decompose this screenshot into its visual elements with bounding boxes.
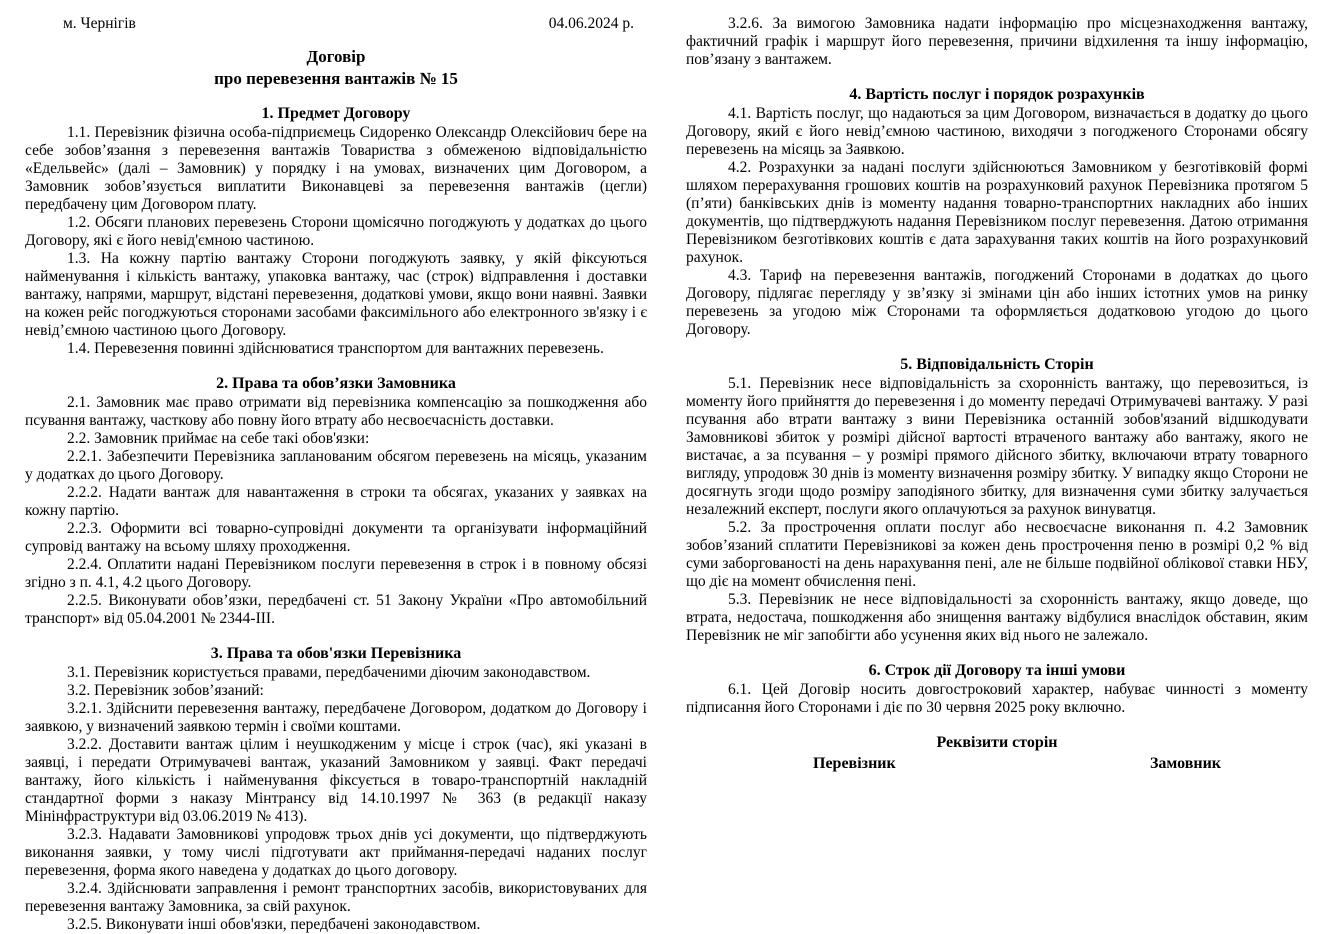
section-3-heading: 3. Права та обов'язки Перевізника [210,645,462,662]
doc-title [25,46,647,90]
paragraph-3-2: 3.2. Перевізник зобов’язаний: [67,682,264,699]
section-4-heading: 4. Вартість послуг і порядок розрахунків [849,86,1145,103]
left-column [25,12,647,933]
paragraph-2-2-4: 2.2.4. Оплатити надані Перевізником послуги перевезення в строк і в повному обсязі згідно з п. 4.1, 4.2 цього Договору. [25,556,647,591]
doc-city: м. Чернігів [63,15,136,32]
paragraph-1-3: 1.3. На кожну партію вантажу Сторони погоджують заявку, у якій фіксуються найменування і кількість вантажу, упаковка вантажу, час (строк) відправлення і доставки вантажу, напрями, маршрут, відстані перевезення, додаткові умови, якщо вони наявні. Заявки на кожен рейс погоджуються сторонами засобами факсимільного або електронного зв'язку і є невід’ємною частиною цього Договору. [25,250,647,339]
paragraph-5-1: 5.1. Перевізник несе відповідальність за схоронність вантажу, що перевозиться, із моменту його прийняття до перевезення і до моменту передачі Отримувачеві вантажу. У разі псування або втрати вантажу з вини Перевізника останній зобов'язаний відшкодувати Замовникові збиток у розмірі дійсної вартості втраченого вантажу або вантажу, якого не вистачає, а за псування – у розмірі прямого дійсного збитку, включаючи втрату товарного вигляду, упродовж 30 днів із моменту визначення розміру збитку. У випадку якщо Сторони не досягнуть згоди щодо розміру заподіяного збитку, для визначення суми збитку залучається незалежний експерт, послуги якого оплачуються за рахунок винуватця. [686,375,1308,518]
paragraph-4-2: 4.2. Розрахунки за надані послуги здійснюються Замовником у безготівковій формі шляхом перерахування грошових коштів на розрахунковий рахунок Перевізника протягом 5 (п’яти) банківських днів із моменту надання товарно-транспортних накладних або інших документів, що підтверджують надання Перевізником послуг перевезення. Датою отримання Перевізником безготівкових коштів є дата зарахування таких коштів на його розрахунковий рахунок. [686,159,1308,266]
doc-header [25,12,647,33]
section-5-heading: 5. Відповідальність Сторін [900,356,1094,373]
carrier-signature-label: Перевізник [813,755,896,772]
paragraph-2-1: 2.1. Замовник має право отримати від перевізника компенсацію за пошкодження або псування вантажу, часткову або повну його втрату або несвоєчасність доставки. [25,394,647,429]
paragraph-3-2-5: 3.2.5. Виконувати інші обов'язки, передбачені законодавством. [67,916,481,933]
paragraph-3-2-4: 3.2.4. Здійснювати заправлення і ремонт транспортних засобів, використовуваних для перевезення вантажу Замовника, за свій рахунок. [25,880,647,915]
doc-title-line2: про перевезення вантажів № 15 [214,69,458,88]
paragraph-5-2: 5.2. За прострочення оплати послуг або несвоєчасне виконання п. 4.2 Замовник зобов’язаний сплатити Перевізникові за кожен день прострочення пеню в розмірі 0,2 % від суми заборгованості на день нарахування пені, але не більше подвійної облікової ставки НБУ, що діє на момент обчислення пені. [686,519,1308,590]
paragraph-3-1: 3.1. Перевізник користується правами, передбаченими діючим законодавством. [67,664,591,681]
section-1-heading: 1. Предмет Договору [261,105,411,122]
paragraph-4-1: 4.1. Вартість послуг, що надаються за цим Договором, визначається в додатку до цього Договору, який є його невід’ємною частиною, виходячи з погодженого Сторонами обсягу перевезень на місяць за Заявкою. [686,105,1308,158]
paragraph-1-2: 1.2. Обсяги планових перевезень Сторони щомісячно погоджують у додатках до цього Договору, які є його невід'ємною частиною. [25,214,647,249]
paragraph-1-4: 1.4. Перевезення повинні здійснюватися транспортом для вантажних перевезень. [67,340,604,357]
paragraph-3-2-6: 3.2.6. За вимогою Замовника надати інформацію про місцезнаходження вантажу, фактичний графік і маршрут його перевезення, причини відхилення та іншу інформацію, пов’язану з вантажем. [686,15,1308,68]
section-2-heading: 2. Права та обов’язки Замовника [216,375,456,392]
doc-title-line1: Договір [306,47,366,66]
paragraph-3-2-2: 3.2.2. Доставити вантаж цілим і неушкодженим у місце і строк (час), які указані в заявці, і передати Отримувачеві вантаж, указаний Замовником у заявці. Факт передачі вантажу, його кількість і найменування фіксується в товаро-транспортній накладній стандартної форми з наказу Мінтрансу від 14.10.1997 № 363 (в редакції наказу Мінінфраструктури від 03.06.2019 № 413). [25,736,647,825]
right-column [686,12,1308,922]
paragraph-3-2-1: 3.2.1. Здійснити перевезення вантажу, передбачене Договором, додатком до Договору і заявкою, у визначений заявкою термін і своїми коштами. [25,700,647,735]
customer-signature-label: Замовник [1149,755,1221,772]
paragraph-1-1: 1.1. Перевізник фізична особа-підприємець Сидоренко Олександр Олексійович бере на себе зобов’язання з перевезення вантажів Товариства з обмеженою відповідальністю «Едельвейс» (далі – Замовник) у порядку і на умовах, визначених цим Договором, а Замовник зобов’язується виплатити Виконавцеві за перевезення вантажів (цегли) передбачену цим Договором плату. [25,124,647,213]
paragraph-2-2-3: 2.2.3. Оформити всі товарно-супровідні документи та організувати інформаційний супровід вантажу на всьому шляху проходження. [25,520,647,555]
paragraph-5-3: 5.3. Перевізник не несе відповідальності за схоронність вантажу, якщо доведе, що втрата, недостача, пошкодження або знищення вантажу відбулися внаслідок обставин, яким Перевізник не міг запобігти або усунення яких від нього не залежало. [686,591,1308,644]
paragraph-4-3: 4.3. Тариф на перевезення вантажів, погоджений Сторонами в додатках до цього Договору, підлягає перегляду у зв’язку зі змінами цін або інших істотних умов на ринку перевезень за угодою між Сторонами та оформляється додатковою угодою до цього Договору. [686,267,1308,338]
paragraph-2-2-5: 2.2.5. Виконувати обов’язки, передбачені ст. 51 Закону України «Про автомобільний транспорт» від 05.04.2001 № 2344-III. [25,592,647,627]
signature-row [686,755,1308,773]
section-6-heading: 6. Строк дії Договору та інші умови [868,662,1126,679]
paragraph-2-2-1: 2.2.1. Забезпечити Перевізника запланованим обсягом перевезень на місяць, указаним у додатках до цього Договору. [25,448,647,483]
paragraph-6-1: 6.1. Цей Договір носить довгостроковий характер, набуває чинності з моменту підписання його Сторонами і діє по 30 червня 2025 року включно. [686,681,1308,716]
requisites-heading: Реквізити сторін [936,734,1058,751]
paragraph-2-2: 2.2. Замовник приймає на себе такі обов'язки: [67,430,370,447]
doc-date: 04.06.2024 р. [548,15,634,32]
paragraph-3-2-3: 3.2.3. Надавати Замовникові упродовж трьох днів усі документи, що підтверджують виконання заявки, у тому числі підготувати акт приймання-передачі наданих послуг перевезення, форма якого наведена у додатках до цього договору. [25,826,647,879]
paragraph-2-2-2: 2.2.2. Надати вантаж для навантаження в строки та обсягах, указаних у заявках на кожну партію. [25,484,647,519]
